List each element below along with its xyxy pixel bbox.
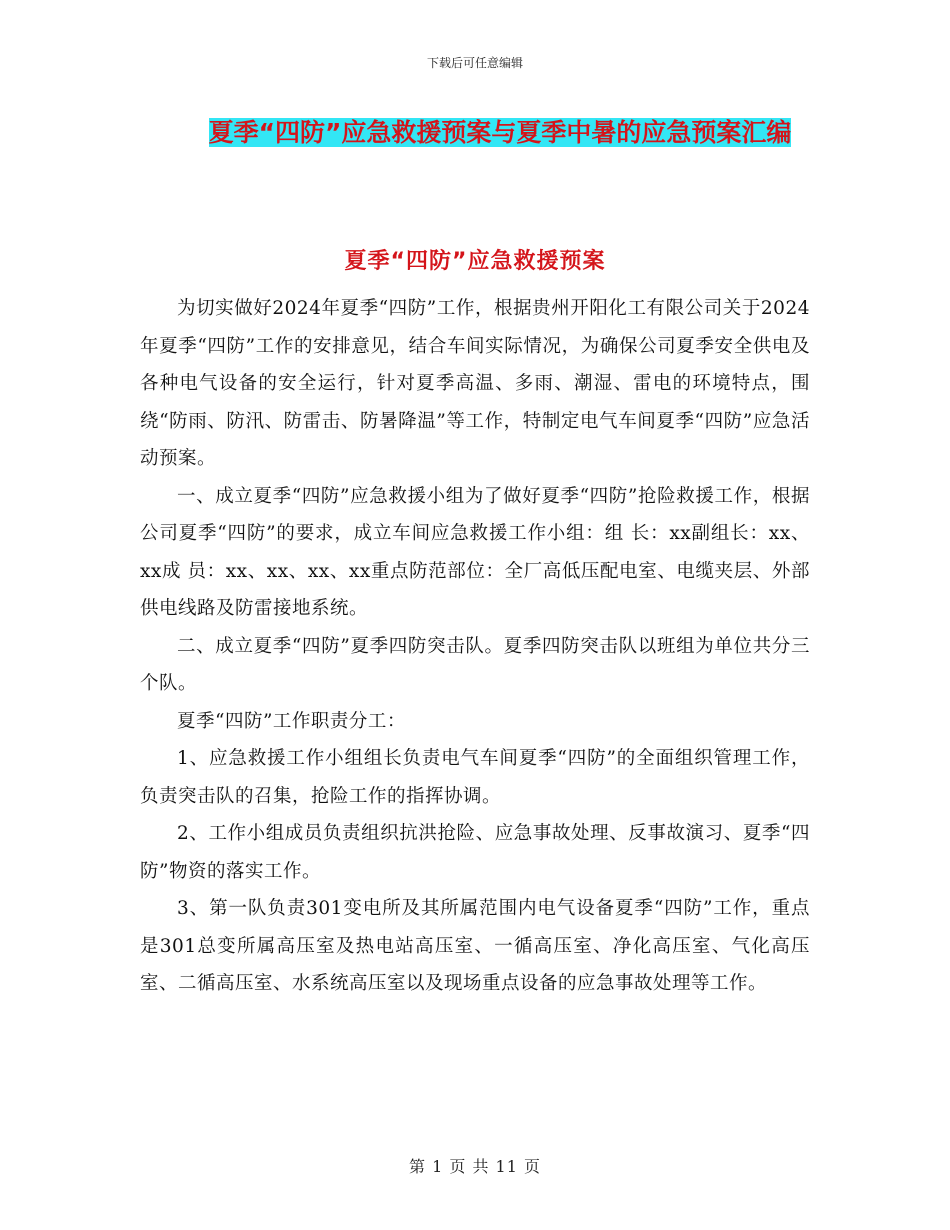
section-title: 夏季“四防”应急救援预案	[344, 249, 606, 274]
paragraph-duty-2: 2、工作小组成员负责组织抗洪抢险、应急事故处理、反事故演习、夏季“四防”物资的落实工作。	[140, 823, 810, 882]
paragraph-emergency-team: 一、成立夏季“四防”应急救援小组为了做好夏季“四防”抢险救援工作，根据公司夏季“四防”的要求，成立车间应急救援工作小组：组 长：xx副组长：xx、xx成 员：xx、xx、xx、xx重点防范部位：全厂高低压配电室、电缆夹层、外部供电线路及防雷接地系统。	[140, 485, 810, 619]
paragraph-strike-team: 二、成立夏季“四防”夏季四防突击队。夏季四防突击队以班组为单位共分三个队。	[140, 635, 810, 694]
document-body	[140, 290, 810, 1003]
header-note: 下载后可任意编辑	[426, 56, 523, 70]
paragraph-duties-heading: 夏季“四防”工作职责分工：	[177, 710, 406, 732]
paragraph-duty-1: 1、应急救援工作小组组长负责电气车间夏季“四防”的全面组织管理工作，负责突击队的召集，抢险工作的指挥协调。	[140, 748, 810, 807]
paragraph-intro: 为切实做好2024年夏季“四防”工作，根据贵州开阳化工有限公司关于2024年夏季“四防”工作的安排意见，结合车间实际情况，为确保公司夏季安全供电及各种电气设备的安全运行，针对夏季高温、多雨、潮湿、雷电的环境特点，围绕“防雨、防汛、防雷击、防暑降温”等工作，特制定电气车间夏季“四防”应急活动预案。	[140, 298, 810, 469]
main-title-highlight: 夏季“四防”应急救援预案与夏季中暑的应急预案汇编	[208, 118, 792, 147]
document-main-title	[190, 112, 810, 154]
paragraph-duty-3: 3、第一队负责301变电所及其所属范围内电气设备夏季“四防”工作，重点是301总变所属高压室及热电站高压室、一循高压室、净化高压室、气化高压室、二循高压室、水系统高压室以及现场重点设备的应急事故处理等工作。	[140, 898, 810, 994]
page-number: 第 1 页 共 11 页	[409, 1157, 541, 1176]
